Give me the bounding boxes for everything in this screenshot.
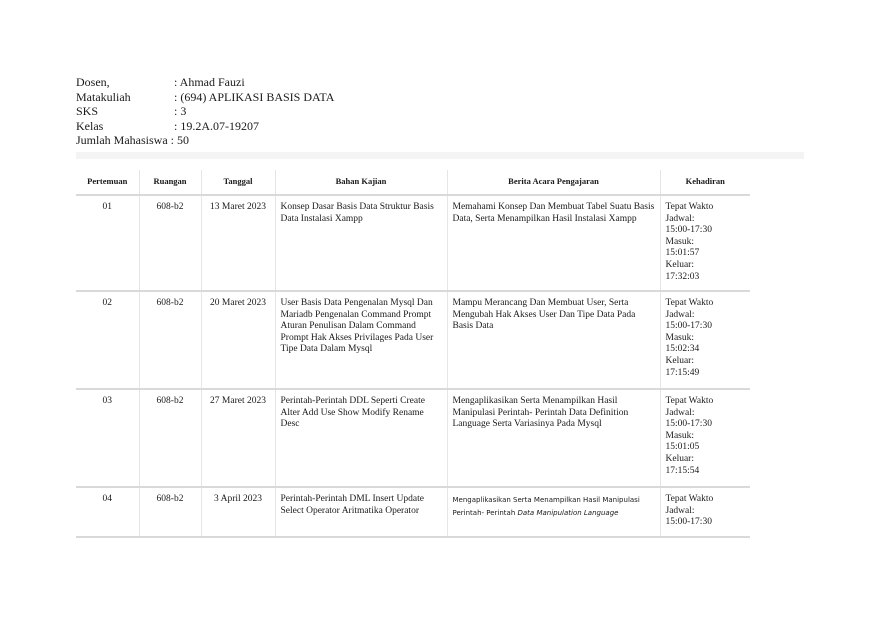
cell-bahan-kajian: Perintah-Perintah DML Insert Update Select Operator Aritmatika Operator [275, 487, 447, 537]
kehadiran-jadwal-label: Jadwal: [665, 407, 695, 418]
cell-kehadiran [660, 291, 750, 389]
kehadiran-jadwal: 15:00-17:30 [665, 419, 712, 430]
cell-tanggal: 13 Maret 2023 [201, 195, 275, 291]
kehadiran-masuk: 15:02:34 [665, 344, 700, 355]
cell-berita-acara: Mengaplikasikan Serta Menampilkan Hasil Manipulasi Perintah- Perintah Data Definition Language Serta Variasinya Pada Mysql [447, 389, 660, 487]
jumlah-label: Jumlah Mahasiswa [76, 133, 168, 147]
kehadiran-jadwal-label: Jadwal: [665, 213, 695, 224]
col-header-ruangan: Ruangan [139, 170, 201, 195]
divider [76, 152, 804, 159]
kehadiran-jadwal: 15:00-17:30 [665, 321, 712, 332]
kehadiran-jadwal-label: Jadwal: [665, 505, 695, 516]
kehadiran-status: Tepat Wakto [665, 202, 714, 212]
attendance-table [76, 170, 750, 538]
cell-ruangan: 608-b2 [139, 389, 201, 487]
table-row [76, 291, 750, 389]
kehadiran-masuk: 15:01:05 [665, 442, 700, 453]
cell-tanggal: 3 April 2023 [201, 487, 275, 537]
sks-row [76, 104, 334, 119]
kehadiran-status: Tepat Wakto [665, 494, 714, 504]
cell-berita-acara [447, 487, 660, 537]
cell-bahan-kajian: Konsep Dasar Basis Data Struktur Basis Data Instalasi Xampp [275, 195, 447, 291]
cell-pertemuan: 04 [76, 487, 139, 537]
cell-kehadiran [660, 389, 750, 487]
col-header-tanggal: Tanggal [201, 170, 275, 195]
matakuliah-value: : (694) APLIKASI BASIS DATA [174, 89, 335, 104]
kehadiran-keluar-label: Keluar: [665, 355, 694, 366]
berita-italic-text: Data Manipulation Language [517, 508, 619, 517]
table-header-row [76, 170, 750, 195]
cell-bahan-kajian: User Basis Data Pengenalan Mysql Dan Mariadb Pengenalan Command Prompt Aturan Penulisan Dalam Command Prompt Hak Akses Privilages Pada User Tipe Data Dalam Mysql [275, 291, 447, 389]
kehadiran-jadwal-label: Jadwal: [665, 309, 695, 320]
cell-ruangan: 608-b2 [139, 487, 201, 537]
kehadiran-jadwal: 15:00-17:30 [665, 225, 712, 236]
col-header-bahan-kajian: Bahan Kajian [275, 170, 447, 195]
kehadiran-keluar: 17:15:54 [665, 465, 700, 476]
kehadiran-masuk: 15:01:57 [665, 248, 700, 259]
kehadiran-keluar: 17:15:49 [665, 367, 700, 378]
cell-kehadiran [660, 195, 750, 291]
kelas-label: Kelas [76, 118, 104, 133]
sks-value: : 3 [174, 104, 187, 118]
col-header-berita-acara: Berita Acara Pengajaran [447, 170, 660, 195]
cell-tanggal: 27 Maret 2023 [201, 389, 275, 487]
berita-text: Mengaplikasikan Serta Menampilkan Hasil Manipulasi Perintah- Perintah [452, 496, 640, 517]
cell-ruangan: 608-b2 [139, 291, 201, 389]
cell-tanggal: 20 Maret 2023 [201, 291, 275, 389]
cell-berita-acara: Mampu Merancang Dan Membuat User, Serta Mengubah Hak Akses User Dan Tipe Data Pada Basis Data [447, 291, 660, 389]
cell-pertemuan: 01 [76, 195, 139, 291]
matakuliah-row [76, 90, 334, 105]
table-row [76, 389, 750, 487]
dosen-value: : Ahmad Fauzi [174, 75, 245, 89]
jumlah-row [76, 133, 334, 148]
sks-label: SKS [76, 104, 99, 118]
cell-ruangan: 608-b2 [139, 195, 201, 291]
cell-pertemuan: 02 [76, 291, 139, 389]
cell-bahan-kajian: Perintah-Perintah DDL Seperti Create Alter Add Use Show Modify Rename Desc [275, 389, 447, 487]
kehadiran-keluar-label: Keluar: [665, 453, 694, 464]
kehadiran-masuk-label: Masuk: [665, 332, 694, 343]
kehadiran-status: Tepat Wakto [665, 396, 714, 406]
kelas-row [76, 119, 334, 134]
kehadiran-status: Tepat Wakto [665, 298, 714, 308]
kehadiran-masuk-label: Masuk: [665, 236, 694, 247]
matakuliah-label: Matakuliah [76, 89, 131, 104]
kehadiran-keluar-label: Keluar: [665, 259, 694, 270]
jumlah-value: : 50 [170, 133, 189, 147]
cell-pertemuan: 03 [76, 389, 139, 487]
table-row [76, 487, 750, 537]
kelas-value: : 19.2A.07-19207 [174, 118, 259, 133]
cell-berita-acara: Memahami Konsep Dan Membuat Tabel Suatu Basis Data, Serta Menampilkan Hasil Instalasi Xampp [447, 195, 660, 291]
dosen-row [76, 75, 334, 90]
cell-kehadiran [660, 487, 750, 537]
table-row [76, 195, 750, 291]
kehadiran-keluar: 17:32:03 [665, 271, 700, 282]
dosen-label: Dosen, [76, 75, 110, 89]
col-header-kehadiran: Kehadiran [660, 170, 750, 195]
course-info [76, 75, 334, 148]
kehadiran-masuk-label: Masuk: [665, 430, 694, 441]
col-header-pertemuan: Pertemuan [76, 170, 139, 195]
kehadiran-jadwal: 15:00-17:30 [665, 517, 712, 528]
